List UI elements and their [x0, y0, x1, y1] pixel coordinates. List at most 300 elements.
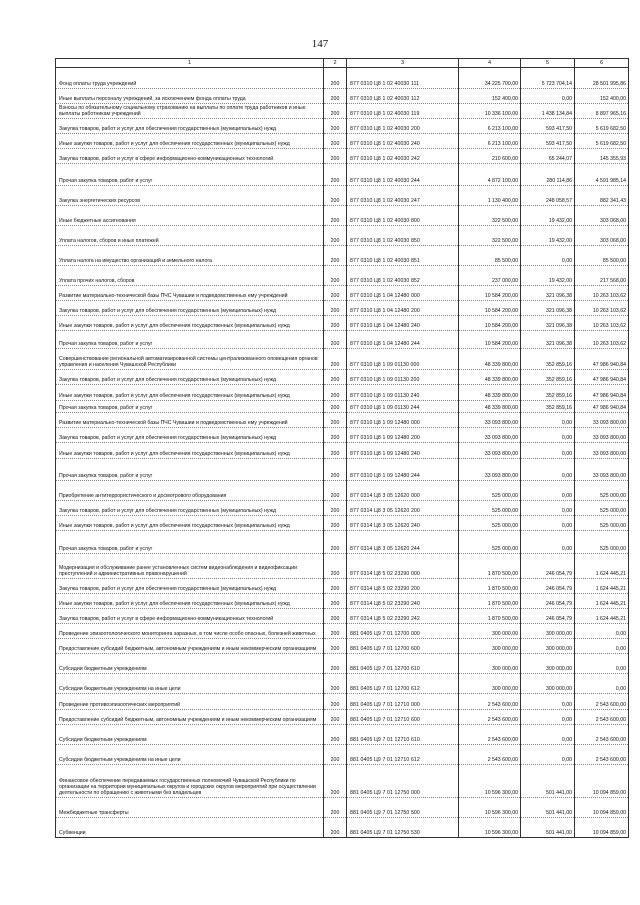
- row-executed-amount: 321 096,38: [521, 286, 575, 301]
- table-row: [56, 401, 629, 413]
- table-row: [56, 119, 629, 134]
- row-name: Иные закупки товаров, работ и услуг для обеспечения государственных (муниципальных) нужд: [56, 316, 324, 331]
- row-line-code: 200: [324, 725, 347, 745]
- table-row: [56, 609, 629, 624]
- table-row: [56, 206, 629, 226]
- row-executed-amount: 300 000,00: [521, 639, 575, 654]
- page-number: 147: [311, 38, 329, 50]
- row-name: Прочая закупка товаров, работ и услуг: [56, 401, 324, 413]
- row-budget-code: 877 0310 Ц8 1 09 01130 244: [347, 401, 459, 413]
- row-executed-amount: 19 432,00: [521, 206, 575, 226]
- row-remaining-amount: 5 619 682,50: [575, 134, 629, 149]
- row-line-code: 200: [324, 149, 347, 164]
- col-header-3: 3: [347, 59, 459, 68]
- row-remaining-amount: 10 094 859,00: [575, 798, 629, 818]
- row-executed-amount: 321 096,38: [521, 331, 575, 349]
- row-line-code: 200: [324, 798, 347, 818]
- row-line-code: 200: [324, 531, 347, 554]
- row-budget-code: 877 0310 Ц8 1 02 40030 200: [347, 119, 459, 134]
- table-row: [56, 798, 629, 818]
- table-row: [56, 413, 629, 428]
- row-approved-amount: 1 870 500,00: [459, 554, 521, 579]
- table-row: [56, 246, 629, 266]
- row-name: Приобретение антитеррористического и досмотрового оборудования: [56, 481, 324, 501]
- row-budget-code: 881 0405 Ц9 7 01 12710 610: [347, 725, 459, 745]
- row-remaining-amount: 2 543 600,00: [575, 710, 629, 725]
- table-row: [56, 818, 629, 838]
- col-header-1: 1: [56, 59, 324, 68]
- row-budget-code: 877 0314 Ц8 3 05 12620 240: [347, 516, 459, 531]
- table-row: [56, 443, 629, 459]
- row-executed-amount: 0,00: [521, 413, 575, 428]
- row-name: Уплата налога на имущество организаций и земельного налога: [56, 246, 324, 266]
- row-remaining-amount: 525 000,00: [575, 516, 629, 531]
- row-line-code: 200: [324, 301, 347, 316]
- row-name: Иные закупки товаров, работ и услуг для обеспечения государственных (муниципальных) нужд: [56, 594, 324, 609]
- row-executed-amount: 0,00: [521, 443, 575, 459]
- row-executed-amount: 300 000,00: [521, 624, 575, 639]
- row-remaining-amount: 2 543 600,00: [575, 694, 629, 710]
- row-executed-amount: 0,00: [521, 89, 575, 104]
- row-approved-amount: 33 093 800,00: [459, 443, 521, 459]
- row-line-code: 200: [324, 385, 347, 401]
- table-row: [56, 654, 629, 674]
- row-approved-amount: 10 584 200,00: [459, 301, 521, 316]
- row-name: Закупка товаров, работ и услуг в сфере информационно-коммуникационных технологий: [56, 609, 324, 624]
- table-row: [56, 89, 629, 104]
- table-row: [56, 579, 629, 594]
- row-remaining-amount: 1 624 445,21: [575, 594, 629, 609]
- row-executed-amount: 0,00: [521, 710, 575, 725]
- row-budget-code: 877 0310 Ц8 1 09 01130 000: [347, 349, 459, 370]
- row-approved-amount: 210 600,00: [459, 149, 521, 164]
- row-approved-amount: 10 596 300,00: [459, 818, 521, 838]
- row-name: Предоставление субсидий бюджетным, автономным учреждениям и иным некоммерческим организациям: [56, 710, 324, 725]
- row-executed-amount: 0,00: [521, 531, 575, 554]
- row-executed-amount: 1 438 134,84: [521, 104, 575, 119]
- row-line-code: 200: [324, 594, 347, 609]
- row-budget-code: 877 0310 Ц8 1 09 12480 200: [347, 428, 459, 443]
- table-row: [56, 694, 629, 710]
- row-remaining-amount: 0,00: [575, 624, 629, 639]
- row-executed-amount: 280 114,86: [521, 164, 575, 186]
- row-remaining-amount: 145 355,93: [575, 149, 629, 164]
- table-row: [56, 301, 629, 316]
- row-executed-amount: 352 859,16: [521, 349, 575, 370]
- row-remaining-amount: 1 624 445,21: [575, 579, 629, 594]
- row-name: Закупка товаров, работ и услуг для обеспечения государственных (муниципальных) нужд: [56, 119, 324, 134]
- row-line-code: 200: [324, 104, 347, 119]
- row-remaining-amount: 47 986 940,84: [575, 385, 629, 401]
- col-header-5: 5: [521, 59, 575, 68]
- row-name: Уплата налогов, сборов и иных платежей: [56, 226, 324, 246]
- row-budget-code: 877 0314 Ц8 5 02 23290 000: [347, 554, 459, 579]
- row-budget-code: 881 0405 Ц9 7 01 12710 612: [347, 745, 459, 765]
- row-budget-code: 877 0310 Ц8 1 02 40030 800: [347, 206, 459, 226]
- row-line-code: 200: [324, 554, 347, 579]
- row-budget-code: 877 0310 Ц8 1 02 40030 242: [347, 149, 459, 164]
- row-executed-amount: 0,00: [521, 745, 575, 765]
- table-row: [56, 501, 629, 516]
- row-name: Закупка товаров, работ и услуг для обеспечения государственных (муниципальных) нужд: [56, 579, 324, 594]
- row-approved-amount: 33 093 800,00: [459, 459, 521, 481]
- row-name: Уплата прочих налогов, сборов: [56, 266, 324, 286]
- row-name: Прочая закупка товаров, работ и услуг: [56, 459, 324, 481]
- row-executed-amount: 0,00: [521, 246, 575, 266]
- table-row: [56, 481, 629, 501]
- row-executed-amount: 501 441,00: [521, 765, 575, 798]
- row-name: Прочая закупка товаров, работ и услуг: [56, 531, 324, 554]
- row-remaining-amount: 10 263 103,62: [575, 301, 629, 316]
- row-line-code: 200: [324, 266, 347, 286]
- row-budget-code: 877 0310 Ц8 1 09 01130 200: [347, 370, 459, 385]
- row-approved-amount: 48 339 800,00: [459, 370, 521, 385]
- row-approved-amount: 525 000,00: [459, 516, 521, 531]
- row-approved-amount: 10 584 200,00: [459, 331, 521, 349]
- table-row: [56, 459, 629, 481]
- row-line-code: 200: [324, 459, 347, 481]
- row-executed-amount: 593 417,50: [521, 119, 575, 134]
- col-header-6: 6: [575, 59, 629, 68]
- row-name: Совершенствование региональной автоматизированной системы централизованного оповещения органов управления и населения Чувашской Республики: [56, 349, 324, 370]
- table-row: [56, 186, 629, 206]
- row-executed-amount: 352 859,16: [521, 385, 575, 401]
- row-approved-amount: 2 543 600,00: [459, 725, 521, 745]
- row-remaining-amount: 33 093 800,00: [575, 413, 629, 428]
- row-approved-amount: 10 596 300,00: [459, 765, 521, 798]
- col-header-2: 2: [324, 59, 347, 68]
- row-approved-amount: 48 339 800,00: [459, 349, 521, 370]
- row-line-code: 200: [324, 501, 347, 516]
- row-remaining-amount: 4 591 985,14: [575, 164, 629, 186]
- row-approved-amount: 525 000,00: [459, 501, 521, 516]
- row-line-code: 200: [324, 286, 347, 301]
- row-executed-amount: 352 859,16: [521, 370, 575, 385]
- row-budget-code: 877 0314 Ц8 5 02 23290 240: [347, 594, 459, 609]
- col-header-4: 4: [459, 59, 521, 68]
- row-name: Иные закупки товаров, работ и услуг для обеспечения государственных (муниципальных) нужд: [56, 443, 324, 459]
- table-row: [56, 286, 629, 301]
- row-approved-amount: 300 000,00: [459, 624, 521, 639]
- row-line-code: 200: [324, 818, 347, 838]
- row-line-code: 200: [324, 226, 347, 246]
- row-executed-amount: 246 054,79: [521, 554, 575, 579]
- table-row: [56, 745, 629, 765]
- row-remaining-amount: 10 263 103,62: [575, 331, 629, 349]
- row-name: Закупка товаров, работ и услуг для обеспечения государственных (муниципальных) нужд: [56, 301, 324, 316]
- table-row: [56, 226, 629, 246]
- table-row: [56, 516, 629, 531]
- row-budget-code: 877 0310 Ц8 1 09 12480 244: [347, 459, 459, 481]
- row-budget-code: 881 0405 Ц9 7 01 12750 530: [347, 818, 459, 838]
- table-row: [56, 765, 629, 798]
- row-name: Иные закупки товаров, работ и услуг для обеспечения государственных (муниципальных) нужд: [56, 134, 324, 149]
- row-name: Субвенции: [56, 818, 324, 838]
- row-name: Закупка товаров, работ и услуг для обеспечения государственных (муниципальных) нужд: [56, 428, 324, 443]
- row-line-code: 200: [324, 401, 347, 413]
- row-approved-amount: 10 596 300,00: [459, 798, 521, 818]
- row-budget-code: 877 0310 Ц8 1 04 12480 240: [347, 316, 459, 331]
- row-executed-amount: 300 000,00: [521, 674, 575, 694]
- row-name: Иные закупки товаров, работ и услуг для обеспечения государственных (муниципальных) нужд: [56, 516, 324, 531]
- table-row: [56, 674, 629, 694]
- table-row: [56, 370, 629, 385]
- row-budget-code: 877 0310 Ц8 1 02 40030 111: [347, 68, 459, 89]
- table-row: [56, 639, 629, 654]
- row-executed-amount: 0,00: [521, 725, 575, 745]
- row-executed-amount: 0,00: [521, 694, 575, 710]
- row-line-code: 200: [324, 579, 347, 594]
- row-remaining-amount: 525 000,00: [575, 481, 629, 501]
- row-approved-amount: 525 000,00: [459, 531, 521, 554]
- row-line-code: 200: [324, 413, 347, 428]
- row-name: Межбюджетные трансферты: [56, 798, 324, 818]
- row-name: Закупка товаров, работ и услуг для обеспечения государственных (муниципальных) нужд: [56, 370, 324, 385]
- row-line-code: 200: [324, 694, 347, 710]
- row-remaining-amount: 47 986 940,84: [575, 401, 629, 413]
- row-name: Предоставление субсидий бюджетным, автономным учреждениям и иным некоммерческим организациям: [56, 639, 324, 654]
- budget-table: [55, 58, 629, 838]
- row-approved-amount: 4 872 100,00: [459, 164, 521, 186]
- row-approved-amount: 300 000,00: [459, 639, 521, 654]
- row-approved-amount: 1 870 500,00: [459, 609, 521, 624]
- row-remaining-amount: 152 400,00: [575, 89, 629, 104]
- row-remaining-amount: 525 000,00: [575, 531, 629, 554]
- row-remaining-amount: 47 986 940,84: [575, 370, 629, 385]
- row-approved-amount: 525 000,00: [459, 481, 521, 501]
- row-approved-amount: 1 870 500,00: [459, 594, 521, 609]
- row-name: Закупка товаров, работ и услуг для обеспечения государственных (муниципальных) нужд: [56, 501, 324, 516]
- row-line-code: 200: [324, 624, 347, 639]
- row-budget-code: 877 0310 Ц8 1 09 12480 240: [347, 443, 459, 459]
- table-row: [56, 68, 629, 89]
- row-budget-code: 877 0314 Ц8 5 02 23290 200: [347, 579, 459, 594]
- row-remaining-amount: 8 897 965,16: [575, 104, 629, 119]
- row-name: Прочая закупка товаров, работ и услуг: [56, 164, 324, 186]
- row-line-code: 200: [324, 674, 347, 694]
- row-budget-code: 877 0310 Ц8 1 02 40030 240: [347, 134, 459, 149]
- row-budget-code: 877 0310 Ц8 1 02 40030 852: [347, 266, 459, 286]
- row-budget-code: 877 0310 Ц8 1 04 12480 244: [347, 331, 459, 349]
- row-remaining-amount: 33 093 800,00: [575, 443, 629, 459]
- row-executed-amount: 0,00: [521, 481, 575, 501]
- table-row: [56, 266, 629, 286]
- row-remaining-amount: 0,00: [575, 674, 629, 694]
- row-approved-amount: 10 584 200,00: [459, 286, 521, 301]
- row-name: Закупка энергетических ресурсов: [56, 186, 324, 206]
- row-name: Проведение эпизоотологического мониторинга заразных, в том числе особо опасных, болезней животных: [56, 624, 324, 639]
- row-line-code: 200: [324, 745, 347, 765]
- row-remaining-amount: 10 094 859,00: [575, 765, 629, 798]
- row-budget-code: 877 0314 Ц8 3 05 12620 000: [347, 481, 459, 501]
- row-approved-amount: 152 400,00: [459, 89, 521, 104]
- row-line-code: 200: [324, 765, 347, 798]
- row-approved-amount: 34 225 700,00: [459, 68, 521, 89]
- table-row: [56, 624, 629, 639]
- row-name: Финансовое обеспечение передаваемых государственных полномочий Чувашской Республики по организации на территории муниципальных округов и городских округов мероприятий при осуществлении деятельности по обращению с животными без владельцев: [56, 765, 324, 798]
- row-name: Иные бюджетные ассигнования: [56, 206, 324, 226]
- row-name: Иные выплаты персоналу учреждений, за исключением фонда оплаты труда: [56, 89, 324, 104]
- row-line-code: 200: [324, 119, 347, 134]
- row-approved-amount: 33 093 800,00: [459, 413, 521, 428]
- row-line-code: 200: [324, 316, 347, 331]
- row-executed-amount: 0,00: [521, 428, 575, 443]
- table-row: [56, 316, 629, 331]
- row-approved-amount: 10 584 200,00: [459, 316, 521, 331]
- row-executed-amount: 0,00: [521, 501, 575, 516]
- row-name: Закупка товаров, работ и услуг в сфере информационно-коммуникационных технологий: [56, 149, 324, 164]
- row-line-code: 200: [324, 164, 347, 186]
- row-remaining-amount: 33 093 800,00: [575, 428, 629, 443]
- row-name: Субсидии бюджетным учреждениям: [56, 654, 324, 674]
- row-approved-amount: 300 000,00: [459, 674, 521, 694]
- row-executed-amount: 501 441,00: [521, 818, 575, 838]
- row-remaining-amount: 33 093 800,00: [575, 459, 629, 481]
- table-row: [56, 428, 629, 443]
- row-line-code: 200: [324, 68, 347, 89]
- row-approved-amount: 2 543 600,00: [459, 694, 521, 710]
- table-row: [56, 385, 629, 401]
- row-budget-code: 881 0405 Ц9 7 01 12710 000: [347, 694, 459, 710]
- row-line-code: 200: [324, 246, 347, 266]
- table-row: [56, 149, 629, 164]
- row-line-code: 200: [324, 481, 347, 501]
- row-name: Развитие материально-технической базы ПЧС Чувашии и подведомственных ему учреждений: [56, 413, 324, 428]
- row-line-code: 200: [324, 654, 347, 674]
- row-budget-code: 881 0405 Ц9 7 01 12700 610: [347, 654, 459, 674]
- row-budget-code: 877 0310 Ц8 1 04 12480 200: [347, 301, 459, 316]
- row-remaining-amount: 5 619 682,50: [575, 119, 629, 134]
- row-line-code: 200: [324, 516, 347, 531]
- row-name: Развитие материально-технической базы ПЧС Чувашии и подведомственных ему учреждений: [56, 286, 324, 301]
- table-row: [56, 594, 629, 609]
- row-line-code: 200: [324, 331, 347, 349]
- table-row: [56, 725, 629, 745]
- row-executed-amount: 501 441,00: [521, 798, 575, 818]
- table-row: [56, 331, 629, 349]
- row-remaining-amount: 882 341,43: [575, 186, 629, 206]
- row-remaining-amount: 85 500,00: [575, 246, 629, 266]
- row-approved-amount: 322 500,00: [459, 226, 521, 246]
- row-budget-code: 877 0310 Ц8 1 04 12480 000: [347, 286, 459, 301]
- row-executed-amount: 0,00: [521, 459, 575, 481]
- row-name: Субсидии бюджетным учреждениям на иные цели: [56, 745, 324, 765]
- row-budget-code: 881 0405 Ц9 7 01 12750 500: [347, 798, 459, 818]
- row-remaining-amount: 1 624 445,21: [575, 554, 629, 579]
- row-budget-code: 877 0310 Ц8 1 02 40030 850: [347, 226, 459, 246]
- row-remaining-amount: 10 263 103,62: [575, 316, 629, 331]
- row-budget-code: 877 0310 Ц8 1 02 40030 119: [347, 104, 459, 119]
- row-budget-code: 877 0310 Ц8 1 09 01130 240: [347, 385, 459, 401]
- row-budget-code: 881 0405 Ц9 7 01 12700 000: [347, 624, 459, 639]
- row-remaining-amount: 2 543 600,00: [575, 725, 629, 745]
- row-line-code: 200: [324, 639, 347, 654]
- table-row: [56, 134, 629, 149]
- table-row: [56, 531, 629, 554]
- table-row: [56, 710, 629, 725]
- table-body: [56, 68, 629, 838]
- row-executed-amount: 5 723 704,14: [521, 68, 575, 89]
- row-line-code: 200: [324, 609, 347, 624]
- row-name: Модернизация и обслуживание ранее установленных систем видеонаблюдения и видеофиксации преступлений и административных правонарушений: [56, 554, 324, 579]
- row-remaining-amount: 28 501 995,86: [575, 68, 629, 89]
- row-remaining-amount: 1 624 445,21: [575, 609, 629, 624]
- row-name: Взносы по обязательному социальному страхованию на выплаты по оплате труда работников и иные выплаты работникам учреждений: [56, 104, 324, 119]
- row-executed-amount: 246 054,79: [521, 594, 575, 609]
- row-line-code: 200: [324, 349, 347, 370]
- row-approved-amount: 6 213 100,00: [459, 134, 521, 149]
- row-executed-amount: 246 054,79: [521, 609, 575, 624]
- row-line-code: 200: [324, 206, 347, 226]
- row-executed-amount: 300 000,00: [521, 654, 575, 674]
- row-approved-amount: 48 339 800,00: [459, 385, 521, 401]
- row-line-code: 200: [324, 443, 347, 459]
- row-remaining-amount: 303 068,00: [575, 226, 629, 246]
- row-line-code: 200: [324, 370, 347, 385]
- row-name: Прочая закупка товаров, работ и услуг: [56, 331, 324, 349]
- row-remaining-amount: 47 986 940,84: [575, 349, 629, 370]
- row-budget-code: 881 0405 Ц9 7 01 12750 000: [347, 765, 459, 798]
- row-approved-amount: 1 870 500,00: [459, 579, 521, 594]
- row-line-code: 200: [324, 186, 347, 206]
- row-executed-amount: 593 417,50: [521, 134, 575, 149]
- table-row: [56, 164, 629, 186]
- row-executed-amount: 19 432,00: [521, 226, 575, 246]
- row-executed-amount: 321 096,38: [521, 316, 575, 331]
- row-budget-code: 881 0405 Ц9 7 01 12700 600: [347, 639, 459, 654]
- row-approved-amount: 10 336 100,00: [459, 104, 521, 119]
- row-name: Проведение противоэпизоотических мероприятий: [56, 694, 324, 710]
- row-budget-code: 877 0314 Ц8 3 05 12620 244: [347, 531, 459, 554]
- row-remaining-amount: 217 568,00: [575, 266, 629, 286]
- row-budget-code: 881 0405 Ц9 7 01 12710 600: [347, 710, 459, 725]
- row-budget-code: 877 0310 Ц8 1 02 40030 851: [347, 246, 459, 266]
- table-row: [56, 104, 629, 119]
- row-remaining-amount: 10 263 103,62: [575, 286, 629, 301]
- row-approved-amount: 2 543 600,00: [459, 745, 521, 765]
- row-budget-code: 877 0310 Ц8 1 02 40030 247: [347, 186, 459, 206]
- row-approved-amount: 85 500,00: [459, 246, 521, 266]
- row-approved-amount: 237 000,00: [459, 266, 521, 286]
- row-name: Фонд оплаты труда учреждений: [56, 68, 324, 89]
- row-budget-code: 877 0310 Ц8 1 02 40030 112: [347, 89, 459, 104]
- row-remaining-amount: 10 094 859,00: [575, 818, 629, 838]
- row-executed-amount: 248 058,57: [521, 186, 575, 206]
- row-approved-amount: 300 000,00: [459, 654, 521, 674]
- row-name: Иные закупки товаров, работ и услуг для обеспечения государственных (муниципальных) нужд: [56, 385, 324, 401]
- row-budget-code: 877 0310 Ц8 1 02 40030 244: [347, 164, 459, 186]
- row-approved-amount: 6 213 100,00: [459, 119, 521, 134]
- table-row: [56, 554, 629, 579]
- row-budget-code: 881 0405 Ц9 7 01 12700 612: [347, 674, 459, 694]
- row-executed-amount: 0,00: [521, 516, 575, 531]
- row-line-code: 200: [324, 134, 347, 149]
- row-executed-amount: 19 432,00: [521, 266, 575, 286]
- row-approved-amount: 33 093 800,00: [459, 428, 521, 443]
- row-approved-amount: 2 543 600,00: [459, 710, 521, 725]
- row-budget-code: 877 0310 Ц8 1 09 12480 000: [347, 413, 459, 428]
- row-executed-amount: 65 244,07: [521, 149, 575, 164]
- row-line-code: 200: [324, 710, 347, 725]
- row-remaining-amount: 525 000,00: [575, 501, 629, 516]
- row-approved-amount: 1 130 400,00: [459, 186, 521, 206]
- row-line-code: 200: [324, 89, 347, 104]
- row-remaining-amount: 2 543 600,00: [575, 745, 629, 765]
- row-budget-code: 877 0314 Ц8 3 05 12620 200: [347, 501, 459, 516]
- row-name: Субсидии бюджетным учреждениям: [56, 725, 324, 745]
- row-approved-amount: 322 500,00: [459, 206, 521, 226]
- row-executed-amount: 352 859,16: [521, 401, 575, 413]
